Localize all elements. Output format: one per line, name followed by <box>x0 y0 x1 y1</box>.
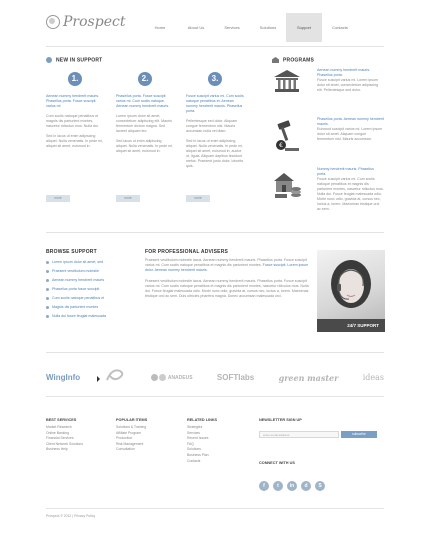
partner-logo-ideas[interactable]: ideas <box>362 373 384 382</box>
nav-solutions[interactable]: Solutions <box>259 25 277 30</box>
list-item-label: Phasellus porta fusce suscipit <box>52 287 100 291</box>
partner-logo-green-master[interactable]: green master <box>278 372 339 383</box>
more-button[interactable]: more <box>46 195 70 202</box>
step-number: 2. <box>138 72 152 86</box>
program-lead[interactable]: Nummy hendrerit mauris. Phasellus porta. <box>317 167 374 176</box>
footer-link[interactable]: FAQ <box>187 441 194 446</box>
bank-icon <box>272 68 302 94</box>
footer-link[interactable]: Business Help <box>46 447 68 452</box>
list-item[interactable] <box>46 303 136 312</box>
column-body: Pellentesque sed dolor. Aliquam congue fermentum nisl. Mauris accumsan nulla vel diam. <box>186 119 238 133</box>
column-body: Sed lacus ut enim adipiscing aliquet. Nulla venenatis. In pede mi, aliquet sit amet, euismod in. <box>116 139 173 153</box>
footer-link[interactable]: Business Plan <box>187 452 209 457</box>
footer-link[interactable]: Solutions & Training <box>116 425 147 429</box>
advisers-para: Praesent vestibulum molestie lacus. Aenean nummy hendrerit mauris. Phasellus porta. Fusce suscipit varius mi. Cum sociis natoque penatibus et magnis dis parturient montes, nascetur ridiculus mus. Nulla dui. Fusce feugiat malesuada odio. Morbi nunc odio, gravida at, cursus nec, luctus a, lorem. Maecenas tristique orci ac sem. Duis ultricies pharetra magna. Donec accumsan malesuada orci. <box>145 279 309 298</box>
social-icons <box>259 474 329 492</box>
bullet-icon <box>46 288 49 291</box>
footer-link[interactable]: Market Research <box>46 425 72 429</box>
more-button[interactable]: more <box>116 195 140 202</box>
program-item <box>272 68 384 94</box>
nav-about-us[interactable]: About Us <box>187 25 205 30</box>
footer-link[interactable]: Client Network Solutions <box>46 441 83 446</box>
support-column-3 <box>186 72 246 169</box>
footer-link[interactable]: Recent Issues <box>187 436 209 441</box>
program-lead[interactable]: Aenean nummy hendrerit mauris. Phasellus porta. <box>317 68 371 77</box>
footer-link[interactable]: Online Banking <box>46 430 69 435</box>
section-programs <box>272 57 314 63</box>
partner-logo-softlabs[interactable]: SOFTlabs <box>216 373 255 382</box>
footer-link[interactable]: Financial Services <box>46 436 74 441</box>
list-item-label: Cum sociis natoque penatibus et <box>52 296 105 300</box>
svg-text:€: € <box>279 142 283 149</box>
column-body: Lorem ipsum dolor sit amet, consectetuer adipiscing elit. Mauris fermentum dictum magna. Sed laoreet aliquam leo. <box>116 114 172 133</box>
advisers-para <box>145 258 310 273</box>
newsletter-heading: NEWSLETTER SIGN UP <box>259 418 302 422</box>
advisers-text <box>145 258 310 299</box>
support-column-1 <box>46 72 104 149</box>
partner-logo-label: ANADEUS <box>167 374 193 381</box>
footer-column <box>46 418 106 453</box>
skype-icon[interactable]: S <box>315 481 325 491</box>
bullet-icon <box>46 270 49 273</box>
footer-heading: RELATED LINKS <box>187 418 218 422</box>
nav-services[interactable]: Services <box>224 25 240 30</box>
section-title: PROGRAMS <box>283 57 315 64</box>
house-money-icon <box>272 167 302 203</box>
footer-link[interactable]: Risk Management <box>116 441 144 446</box>
bullet-icon <box>46 279 49 282</box>
photo-caption: 24/7 SUPPORT <box>317 319 385 332</box>
bullet-icon <box>46 261 49 264</box>
main-nav <box>142 13 358 42</box>
program-text: Fusce suscipit varius mi. Lorem ipsum dolor sit amet, consectetuer adipiscing elit. Pellentesque sed dolor. <box>317 78 379 92</box>
header-divider <box>46 46 384 47</box>
list-item-label: Praesent vestibulum molestie <box>52 269 99 273</box>
subscribe-button[interactable]: subscribe <box>341 431 377 438</box>
partner-logo-winginfo[interactable]: WingInfo <box>46 373 81 382</box>
list-item[interactable] <box>46 267 136 276</box>
footer-link[interactable]: Strategies <box>187 425 203 429</box>
section-title: NEW IN SUPPORT <box>56 57 103 64</box>
list-item-label: Lorem ipsum dolor sit amet, sed <box>52 260 104 264</box>
pencil-icon <box>46 57 52 63</box>
partner-logo-swirl-icon[interactable] <box>104 366 126 389</box>
newsletter-form <box>259 431 377 438</box>
logo[interactable] <box>46 14 125 30</box>
cursor-icon <box>97 376 100 382</box>
list-item[interactable] <box>46 285 136 294</box>
browse-support-list <box>46 258 136 321</box>
step-number: 3. <box>208 72 222 86</box>
section-divider <box>46 396 384 397</box>
footer-column <box>187 418 247 464</box>
column-body: Cum sociis natoque penatibus et magnis dis parturient montes, nascetur ridiculus mus. Nulla dui. <box>46 114 99 128</box>
advisers-link[interactable]: Fusce suscipit. Lorem ipsum dolor. Aenean nummy hendrerit mauris. <box>145 263 309 272</box>
advisers-para-lead: Praesent vestibulum molestie lacus. Aenean nummy hendrerit mauris. Phasellus porta. Fusce suscipit varius mi. Cum sociis natoque penatibus et magnis dis parturient montes. <box>145 258 307 267</box>
section-divider <box>46 352 384 353</box>
section-advisers: FOR PROFESSIONAL ADVISERS <box>145 249 229 255</box>
program-item <box>272 117 384 157</box>
section-browse-support: BROWSE SUPPORT <box>46 249 97 255</box>
list-item[interactable] <box>46 312 136 321</box>
bullet-icon <box>46 315 49 318</box>
section-new-in-support <box>46 57 102 63</box>
program-item <box>272 167 384 212</box>
column-lead[interactable]: Phasellus porta. Fusce suscipit varius mi. Cum sociis natoque. Aenean nummy hendrerit mauris. <box>116 94 170 108</box>
nav-contacts[interactable]: Contacts <box>332 25 348 30</box>
list-item-label: Aenean nummy hendrerit mauris <box>52 278 105 282</box>
building-icon <box>272 57 279 63</box>
twitter-icon[interactable]: t <box>273 481 283 491</box>
more-button[interactable]: more <box>186 195 210 202</box>
footer-link[interactable]: Consultation <box>116 447 135 452</box>
section-divider <box>46 232 384 233</box>
nav-home[interactable]: Home <box>154 25 166 30</box>
connect-heading: CONNECT WITH US <box>259 461 295 465</box>
list-item[interactable] <box>46 258 136 267</box>
email-field[interactable]: enter email address <box>259 431 339 438</box>
program-text: Fusce suscipit varius mi. Cum sociis natoque penatibus et magnis dis parturient montes, nascetur ridiculus mus. Nulla dui. Fusce feugiat malesuada odio. Morbi nunc odio, gravida at, cursus nec, luctus a, lorem. Maecenas tristique orci ac sem. <box>317 177 384 211</box>
list-item[interactable] <box>46 294 136 303</box>
column-body: Sed in lacus ut enim adipiscing aliquet. Nulla venenatis. In pede mi, aliquet sit amet, euismod in, auctor ut, ligula. Aliquam dapibus tincidunt metus. Praesent justo dolor, lobortis quis. <box>186 139 244 168</box>
footer-link[interactable]: Services <box>187 430 201 435</box>
copyright: Prospect © 2012 | Privacy Policy <box>46 514 96 518</box>
list-item[interactable] <box>46 276 136 285</box>
program-lead[interactable]: Phasellus porta. Aenean nummy hendrerit mauris. <box>317 117 384 126</box>
linkedin-icon[interactable]: in <box>287 481 297 491</box>
support-column-2 <box>116 72 174 154</box>
footer-link[interactable]: Affiliate Program <box>116 430 142 435</box>
column-lead[interactable]: Fusce suscipit varius mi. Cum sociis natoque penatibus et. Aenean nummy hendrerit mauris. Phasellus porta. <box>186 94 244 113</box>
logo-mark-icon <box>46 15 60 29</box>
footer-heading: POPULAR ITEMS <box>116 418 148 422</box>
support-photo <box>317 250 385 332</box>
facebook-icon[interactable]: f <box>259 481 269 491</box>
gavel-icon <box>272 117 302 157</box>
step-number: 1. <box>68 72 82 86</box>
footer-link[interactable]: Production <box>116 436 133 441</box>
footer-link[interactable]: Contacts <box>187 458 201 463</box>
footer-column <box>116 418 176 453</box>
list-item-label: Magnis dis parturient montes <box>52 305 99 309</box>
program-text: Euismod suscipit varius mi. Lorem ipsum dolor sit amet. Aliquam congue fermentum nisl. Mauris accumsan. <box>317 127 383 141</box>
column-body: Sed in lacus ut enim adipiscing aliquet. Nulla venenatis. In pede mi, aliquet sit amet, euismod in. <box>46 134 103 148</box>
nav-support[interactable]: Support <box>286 13 322 42</box>
list-item-label: Nulla dui fusce feugiat malesuada <box>52 314 106 318</box>
bullet-icon <box>46 306 49 309</box>
partner-logo-anadeus[interactable] <box>151 374 193 381</box>
delicious-icon[interactable]: d <box>301 481 311 491</box>
logo-text: Prospect <box>63 14 126 30</box>
footer-divider <box>46 508 384 509</box>
bullet-icon <box>46 297 49 300</box>
footer-link[interactable]: Solutions <box>187 447 201 452</box>
footer-heading: BEST SERVICES <box>46 418 77 422</box>
column-lead[interactable]: Aenean nummy hendrerit mauris. Phasellus porta. Fusce suscipit varius mi <box>46 94 100 108</box>
